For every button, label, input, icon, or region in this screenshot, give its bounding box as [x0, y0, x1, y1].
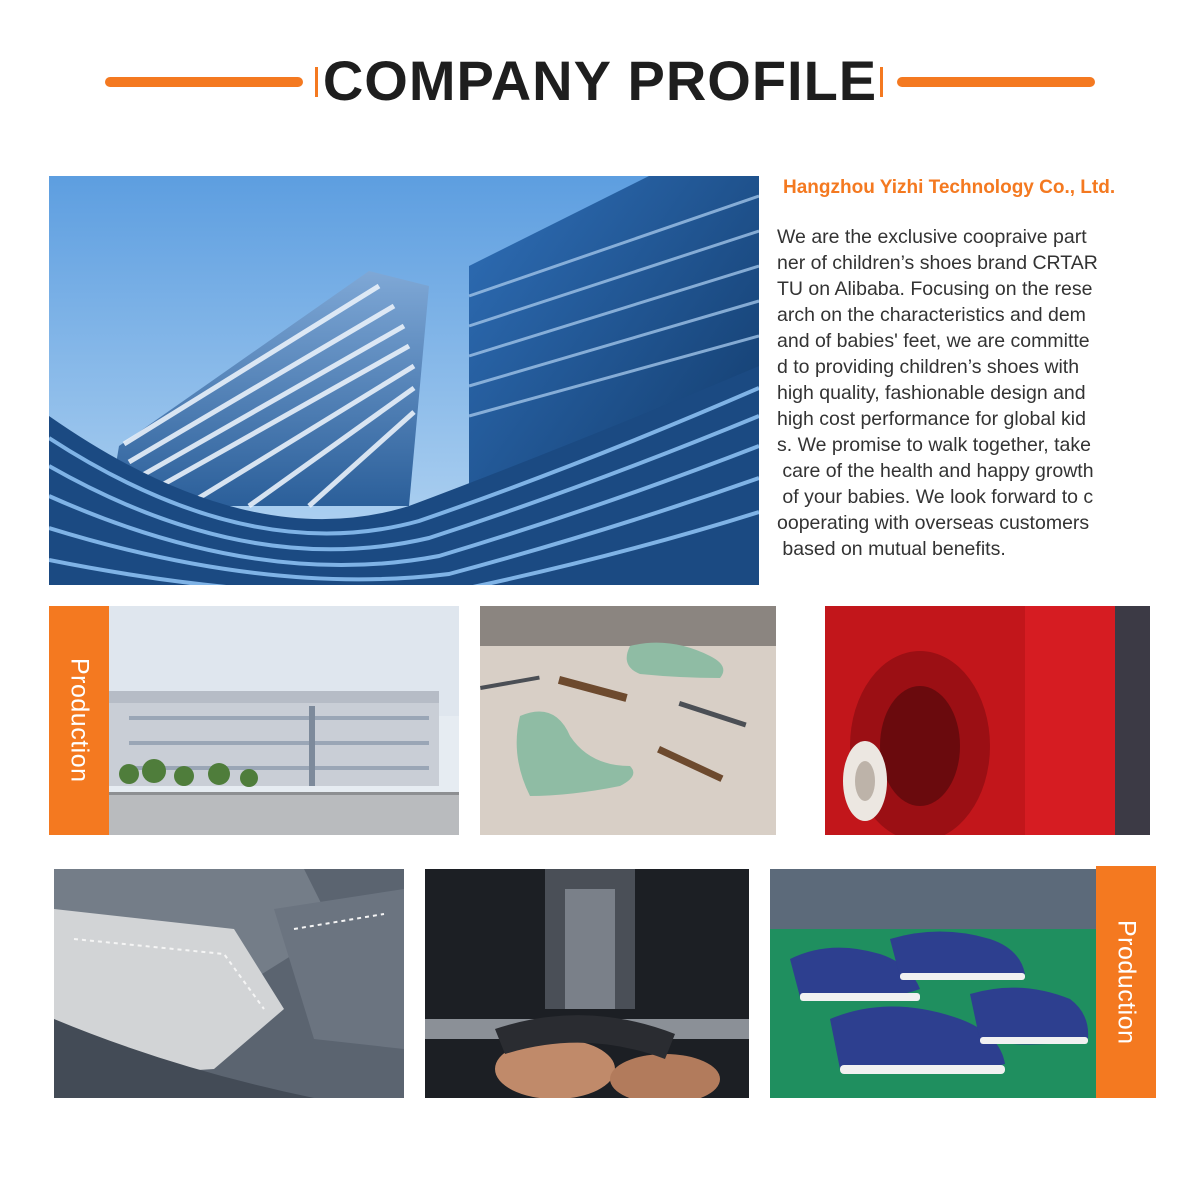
production-tab-left	[49, 606, 109, 835]
description-line: s. We promise to walk together, take	[777, 434, 1091, 456]
header-right-tick	[880, 67, 883, 97]
company-name: Hangzhou Yizhi Technology Co., Ltd.	[783, 177, 1116, 198]
description-line: We are the exclusive coopraive part	[777, 226, 1087, 248]
photo-hq-building	[49, 176, 759, 585]
page-title: COMPANY PROFILE	[322, 49, 878, 112]
description-line: d to providing children’s shoes with	[777, 356, 1080, 378]
description-line: high quality, fashionable design and	[777, 382, 1086, 404]
description-line: of your babies. We look forward to c	[777, 486, 1094, 508]
description-line: high cost performance for global kid	[777, 408, 1086, 430]
production-tab-label: Production	[65, 658, 94, 783]
description-line: arch on the characteristics and dem	[777, 304, 1086, 326]
description-line: based on mutual benefits.	[777, 538, 1006, 560]
description-line: TU on Alibaba. Focusing on the rese	[777, 278, 1093, 300]
photo-fabric-rolls	[825, 606, 1150, 835]
production-tab-right	[1096, 866, 1156, 1098]
description-line: and of babies' feet, we are committe	[777, 330, 1090, 352]
photo-finished-shoes	[770, 869, 1096, 1098]
photo-sewing-machine	[425, 869, 749, 1098]
photo-cut-patterns	[54, 869, 404, 1098]
production-tab-label: Production	[1112, 919, 1141, 1045]
photo-shoe-lasts	[480, 606, 776, 835]
description-line: ooperating with overseas customers	[777, 512, 1090, 534]
photo-factory-exterior	[109, 606, 459, 835]
description-line: care of the health and happy growth	[777, 460, 1094, 482]
description-line: ner of children’s shoes brand CRTAR	[777, 252, 1098, 274]
header-right-line	[897, 77, 1095, 87]
header-left-line	[105, 77, 303, 87]
company-description	[777, 224, 1155, 562]
